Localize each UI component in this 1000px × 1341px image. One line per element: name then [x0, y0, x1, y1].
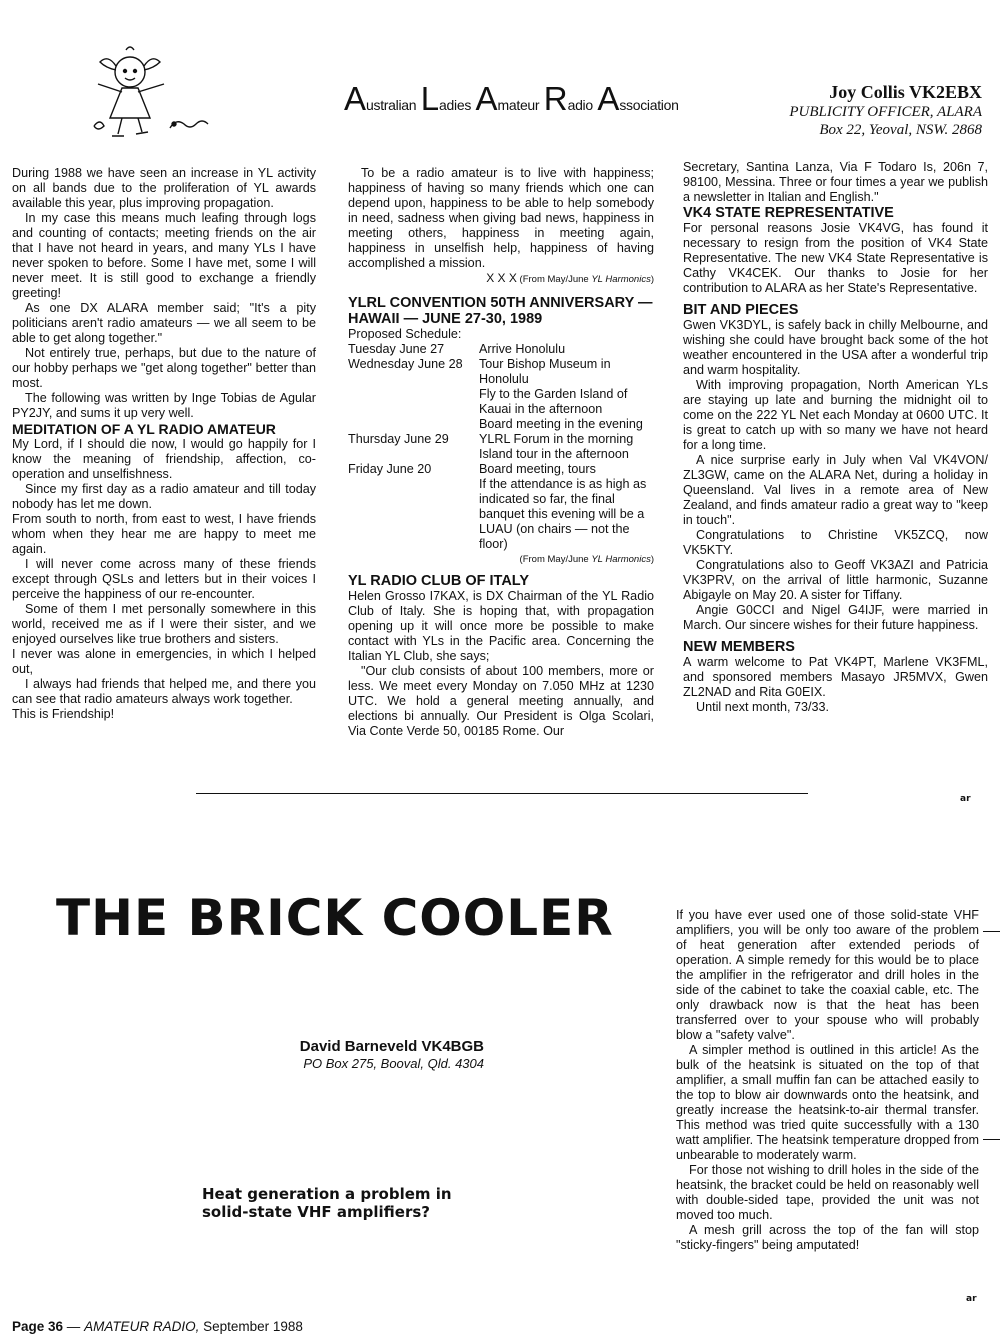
section-heading: MEDITATION OF A YL RADIO AMATEUR: [12, 421, 276, 437]
paragraph: For personal reasons Josie VK4VG, has found it necessary to resign from the position of VK4 State Representative. The new VK4 State Representative is Cathy VK4CEK. Our thanks to Josie for her contribution to ALARA as her State's Representative.: [683, 221, 988, 295]
source-prefix: (From May/June: [519, 274, 592, 285]
schedule-event: [479, 462, 654, 552]
article-address: PO Box 275, Booval, Qld. 4304: [303, 1056, 484, 1071]
article-author: David Barneveld VK4BGB: [299, 1038, 484, 1055]
event-line: Board meeting in the evening: [479, 417, 643, 431]
title-rest: mateur: [497, 97, 540, 113]
event-line: Island tour in the afternoon: [479, 447, 629, 461]
paragraph: Congratulations also to Geoff VK3AZI and Patricia VK3PRV, on the arrival of little harmonic, Suzanne Abigayle on May 20. A sister for Tiffany.: [683, 558, 988, 602]
article-byline: [180, 1038, 484, 1072]
schedule-event: [479, 432, 654, 462]
paragraph: Since my first day as a radio amateur and till today nobody has let me down.: [12, 482, 316, 511]
source-note: [348, 552, 654, 567]
paragraph: Secretary, Santina Lanza, Via F Todaro Is, 206n 7, 98100, Messina. Three or four times a year we publish a newsletter in Italian and English.": [683, 160, 988, 204]
section-heading: BIT AND PIECES: [683, 302, 799, 318]
title-initial: A: [344, 80, 367, 117]
source-note: [348, 271, 654, 287]
schedule-title: Proposed Schedule:: [348, 327, 462, 341]
article-title: THE BRICK COOLER: [56, 889, 614, 947]
paragraph: During 1988 we have seen an increase in YL activity on all bands due to the proliferation of YL awards available this year, plus improving propagation.: [12, 166, 316, 210]
title-rest: ssociation: [619, 97, 679, 113]
schedule-day: Wednesday June 28: [348, 357, 463, 371]
title-rest: adies: [439, 97, 472, 113]
paragraph: With improving propagation, North American YLs are staying up late and burning the midnight oil to come on the 222 YL Net each Monday at 0600 UTC. It is great to catch up with so many we have not heard for a long time.: [683, 378, 988, 452]
paragraph: Angie G0CCI and Nigel G4IJF, were married in March. Our sincere wishes for their future happiness.: [683, 603, 988, 632]
paragraph: Gwen VK3DYL, is safely back in chilly Melbourne, and wishing she could have brought back some of the hot weather encountered in the USA after a wonderful trip and warm hospitality.: [683, 318, 988, 377]
paragraph: To be a radio amateur is to live with happiness; happiness of having so many friends which one can depend upon, happiness to be able to help somebody in need, sadness when giving bad news, happiness in meeting others, happiness in meeting again, happiness in unselfish help, happiness of having accomplished a mission.: [348, 166, 654, 270]
author-name: Joy Collis VK2EBX: [829, 82, 982, 102]
footer-separator: —: [63, 1319, 85, 1334]
paragraph: Congratulations to Christine VK5ZCQ, now VK5KTY.: [683, 528, 988, 557]
article-body: [676, 908, 979, 1253]
paragraph: This is Friendship!: [12, 707, 115, 721]
header-byline: [722, 82, 982, 139]
page-footer: [12, 1319, 303, 1335]
paragraph: The following was written by Inge Tobias de Agular PY2JY, and sums it up very well.: [12, 391, 316, 420]
title-initial: A: [475, 80, 498, 117]
schedule-day: Thursday June 29: [348, 432, 449, 446]
event-line: Board meeting, tours: [479, 462, 596, 476]
paragraph: A mesh grill across the top of the fan will stop "sticky-fingers" being amputated!: [676, 1223, 979, 1252]
xxx-marker: X X X: [486, 271, 517, 285]
event-line: Tour Bishop Museum in Honolulu: [479, 357, 611, 386]
paragraph: My Lord, if I should die now, I would go happily for I know the meaning of friendship, affection, co-operation and unselfishness.: [12, 437, 316, 481]
issue-date: September 1988: [199, 1319, 303, 1334]
event-line: YLRL Forum in the morning: [479, 432, 634, 446]
end-mark: ar: [966, 1294, 977, 1304]
author-role: PUBLICITY OFFICER, ALARA: [789, 104, 982, 120]
paragraph: From south to north, from east to west, I have friends whom when they hear me are happy to meet me again.: [12, 512, 316, 556]
title-rest: adio: [567, 97, 593, 113]
paragraph: I never was alone in emergencies, in which I helped out,: [12, 647, 316, 676]
paragraph: A nice surprise early in July when Val VK4VON/ ZL3GW, came on the ALARA Net, during a holiday in Queensland. Val lives in a remote area of New Zealand, and finds amateur radio a great way to "keep in touch".: [683, 453, 988, 527]
source-prefix: (From May/June: [519, 554, 592, 565]
paragraph: I always had friends that helped me, and there you can see that radio amateurs always work together.: [12, 677, 316, 706]
paragraph: Some of them I met personally somewhere in this world, received me as if I were their sister, and we enjoyed ourselves like true brothers and sisters.: [12, 602, 316, 646]
margin-mark: [983, 931, 1000, 932]
column-1: [12, 166, 316, 722]
schedule-event: [479, 342, 654, 357]
event-line: Fly to the Garden Island of Kauai in the afternoon: [479, 387, 628, 416]
source-title: YL Harmonics: [591, 554, 651, 565]
paragraph: A warm welcome to Pat VK4PT, Marlene VK3FML, and sponsored members Masayo JR5MVX, Gwen ZL2NAD and Rita G0EIX.: [683, 655, 988, 699]
paragraph: I will never come across many of these friends except through QSLs and letters but in their voices I perceive the happiness of our re-encounter.: [12, 557, 316, 601]
section-heading: YLRL CONVENTION 50TH ANNIVERSARY — HAWAII — JUNE 27-30, 1989: [348, 295, 653, 327]
event-line: If the attendance is as high as indicated so far, the final banquet this evening will be a LUAU (on chairs — not the floor): [479, 477, 647, 551]
paragraph: Until next month, 73/33.: [696, 700, 830, 714]
margin-mark: [983, 1139, 1000, 1140]
paragraph: "Our club consists of about 100 members, more or less. We meet every Monday on 7.050 MHz at 1230 UTC. We hold a general meeting annually, and elections bi annually. Our President is Olga Scolari, Via Conte Verde 50, 00185 Rome. Our: [348, 664, 654, 738]
column-2: [348, 166, 654, 739]
source-suffix: ): [650, 274, 654, 285]
title-initial: L: [420, 80, 440, 117]
section-heading: NEW MEMBERS: [683, 639, 795, 655]
end-mark: ar: [960, 794, 971, 804]
cartoon-girl-illustration: [86, 44, 216, 144]
paragraph: A simpler method is outlined in this article! As the bulk of the heatsink is situated on the top of that amplifier, a small muffin fan can be attached easily to the top to blow air downwards onto the heatsink, and greatly increase the heatsink-to-air thermal transfer. This method was tried quite successfully with a 130 watt amplifier. The heatsink temperature dropped from unbearable to moderately warm.: [676, 1043, 979, 1162]
section-heading: YL RADIO CLUB OF ITALY: [348, 573, 529, 589]
title-initial: R: [543, 80, 568, 117]
magazine-name: AMATEUR RADIO,: [84, 1319, 200, 1334]
section-heading: VK4 STATE REPRESENTATIVE: [683, 205, 894, 221]
alara-title: [344, 80, 679, 120]
schedule-table: [348, 342, 654, 552]
source-suffix: ): [650, 554, 654, 565]
column-3: [683, 160, 988, 715]
section-divider: [196, 793, 808, 794]
paragraph: In my case this means much leafing through logs and counting of contacts; meeting friends on the air that I have not heard in years, and many YLs I have never spoken to before. Some I have met, some I will never meet. It is still good to exchange a friendly greeting!: [12, 211, 316, 300]
title-rest: ustralian: [366, 97, 417, 113]
paragraph: Helen Grosso I7KAX, is DX Chairman of the YL Radio Club of Italy. She is hoping that, with propagation opening up it will once more be possible to make contact with YLs in the Pacific area. Concerning the Italian YL Club, she says;: [348, 589, 654, 663]
paragraph: For those not wishing to drill holes in the side of the heatsink, the bracket could be held on reasonably well with double-sided tape, provided the unit was not moved too much.: [676, 1163, 979, 1222]
schedule-day: Friday June 20: [348, 462, 432, 476]
event-line: Arrive Honolulu: [479, 342, 566, 356]
author-address: Box 22, Yeoval, NSW. 2868: [819, 122, 982, 138]
title-initial: A: [597, 80, 620, 117]
source-title: YL Harmonics: [591, 274, 651, 285]
schedule-day: Tuesday June 27: [348, 342, 445, 356]
page-number: Page 36: [12, 1319, 64, 1334]
paragraph: Not entirely true, perhaps, but due to the nature of our hobby perhaps we "get along together" better than most.: [12, 346, 316, 390]
schedule-event: [479, 357, 654, 432]
article-teaser: Heat generation a problem in solid-state VHF amplifiers?: [202, 1185, 452, 1221]
paragraph: As one DX ALARA member said; "It's a pity politicians aren't radio amateurs — we all seem to be able to get along together.": [12, 301, 316, 345]
paragraph: If you have ever used one of those solid-state VHF amplifiers, you will be only too aware of the problem of heat generation after extended periods of operation. A simple remedy for this would be to place the amplifier in the refrigerator and drill holes in the side of the cabinet to take the coaxial cable, etc. The only drawback now is that the heat has been transferred over to your spouse who will probably blow a "safety valve".: [676, 908, 979, 1042]
